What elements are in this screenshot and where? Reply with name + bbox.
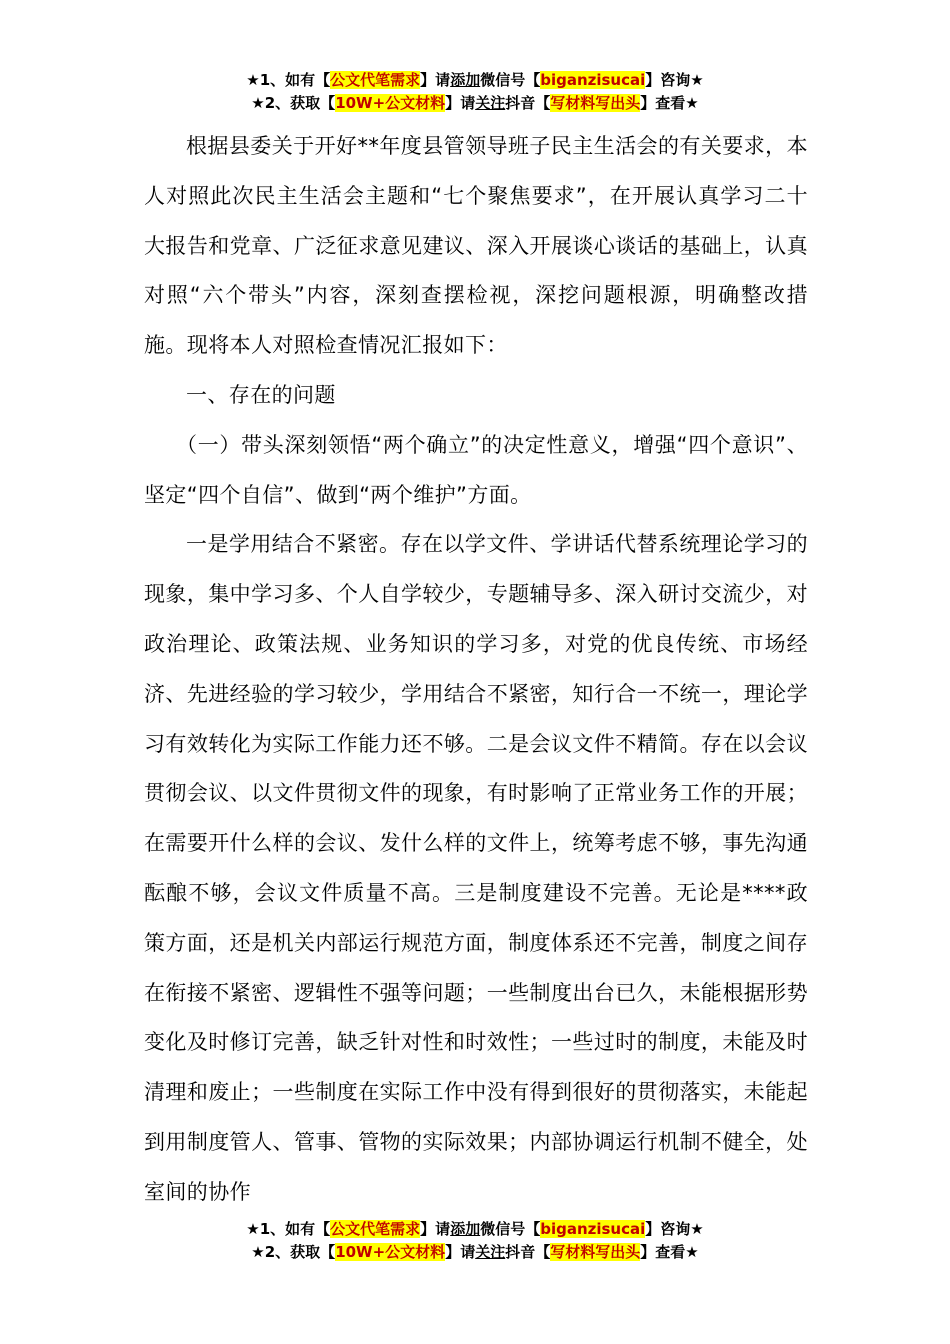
footer-banner	[0, 1218, 950, 1264]
highlight-text: 公文代笔需求	[330, 71, 421, 89]
banner-text: 】咨询★	[645, 71, 704, 89]
header-banner	[0, 69, 950, 115]
underlined-text: 添加	[450, 1220, 481, 1238]
highlight-text: 10W+公文材料	[335, 1243, 446, 1261]
banner-line-2	[0, 1241, 950, 1264]
body-paragraph: 一是学用结合不紧密。存在以学文件、学讲话代替系统理论学习的现象，集中学习多、个人自学较少，专题辅导多、深入研讨交流少，对政治理论、政策法规、业务知识的学习多，对党的优良传统、市场经济、先进经验的学习较少，学用结合不紧密，知行合一不统一，理论学习有效转化为实际工作能力还不够。二是会议文件不精简。存在以会议贯彻会议、以文件贯彻文件的现象，有时影响了正常业务工作的开展；在需要开什么样的会议、发什么样的文件上，统筹考虑不够，事先沟通酝酿不够，会议文件质量不高。三是制度建设不完善。无论是****政策方面，还是机关内部运行规范方面，制度体系还不完善，制度之间存在衔接不紧密、逻辑性不强等问题；一些制度出台已久，未能根据形势变化及时修订完善，缺乏针对性和时效性；一些过时的制度，未能及时清理和废止；一些制度在实际工作中没有得到很好的贯彻落实，未能起到用制度管人、管事、管物的实际效果；内部协调运行机制不健全，处室间的协作	[144, 532, 808, 1204]
banner-line-2	[0, 92, 950, 115]
banner-line-1	[0, 1218, 950, 1241]
highlight-text: 10W+公文材料	[335, 94, 446, 112]
banner-text: 】请	[445, 1243, 476, 1261]
underlined-text: 关注	[475, 1243, 506, 1261]
wechat-id: biganzisucai	[540, 71, 646, 89]
banner-text: 微信号【	[480, 71, 541, 89]
wechat-id: biganzisucai	[540, 1220, 646, 1238]
subsection-heading: （一）带头深刻领悟“两个确立”的决定性意义，增强“四个意识”、坚定“四个自信”、做到“两个维护”方面。	[144, 432, 808, 507]
banner-line-1	[0, 69, 950, 92]
section-heading: 一、存在的问题	[186, 382, 336, 407]
banner-text: ★1、如有【	[246, 71, 331, 89]
banner-text: 抖音【	[505, 94, 551, 112]
banner-text: 】请	[445, 94, 476, 112]
banner-text: 抖音【	[505, 1243, 551, 1261]
banner-text: 微信号【	[480, 1220, 541, 1238]
banner-text: ★2、获取【	[251, 1243, 336, 1261]
intro-paragraph: 根据县委关于开好**年度县管领导班子民主生活会的有关要求，本人对照此次民主生活会主题和“七个聚焦要求”，在开展认真学习二十大报告和党章、广泛征求意见建议、深入开展谈心谈话的基础上，认真对照“六个带头”内容，深刻查摆检视，深挖问题根源，明确整改措施。现将本人对照检查情况汇报如下：	[144, 134, 808, 358]
banner-text: 】查看★	[640, 1243, 699, 1261]
douyin-id: 写材料写出头	[550, 94, 641, 112]
banner-text: ★2、获取【	[251, 94, 336, 112]
underlined-text: 关注	[475, 94, 506, 112]
underlined-text: 添加	[450, 71, 481, 89]
douyin-id: 写材料写出头	[550, 1243, 641, 1261]
banner-text: 】咨询★	[645, 1220, 704, 1238]
document-body	[144, 122, 808, 1218]
highlight-text: 公文代笔需求	[330, 1220, 421, 1238]
banner-text: ★1、如有【	[246, 1220, 331, 1238]
banner-text: 】请	[420, 1220, 451, 1238]
banner-text: 】查看★	[640, 94, 699, 112]
banner-text: 】请	[420, 71, 451, 89]
